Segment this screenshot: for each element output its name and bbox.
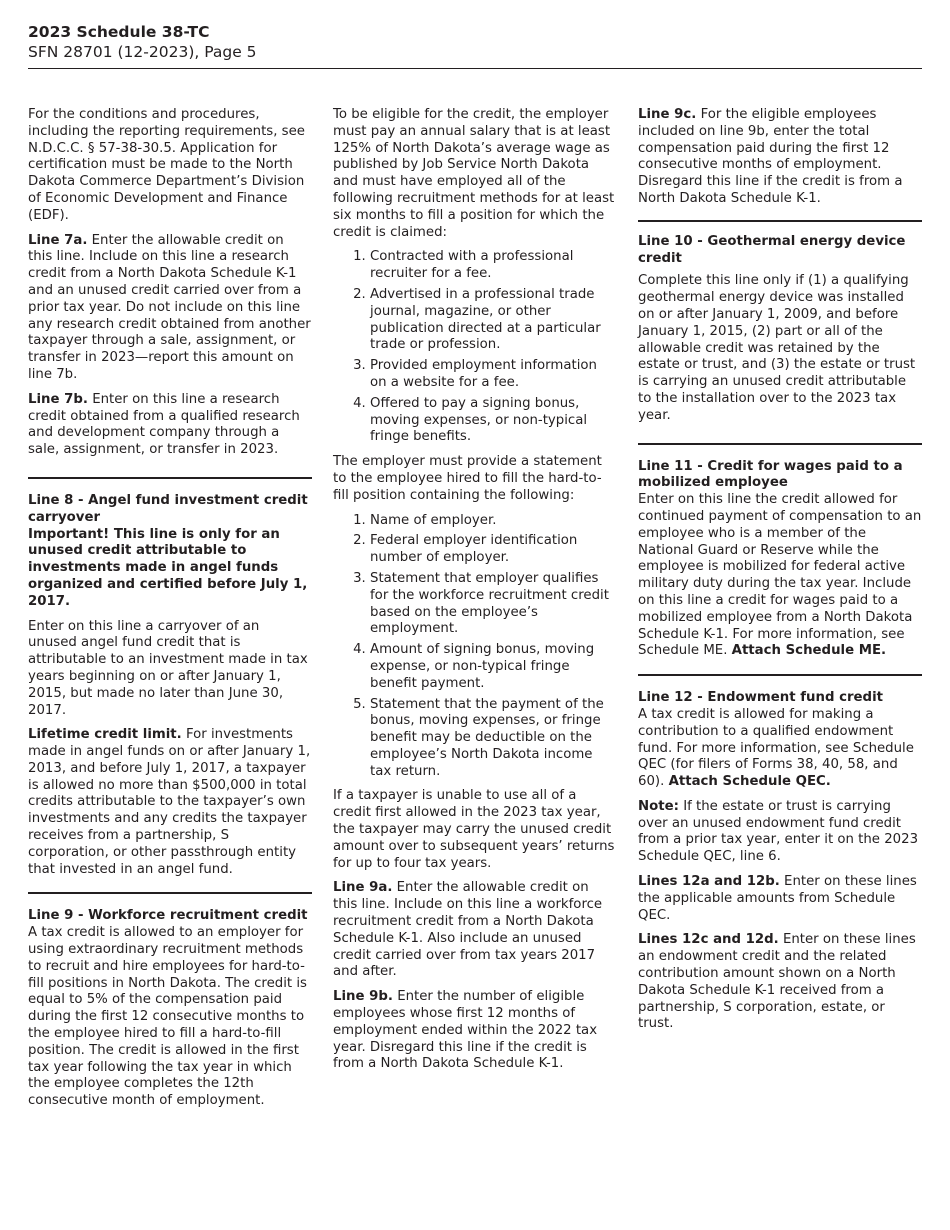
list-item: 1. Contracted with a professional recruiter for a fee. [370,249,617,283]
list-item: 2. Advertised in a professional trade journal, magazine, or other publication directed at a particular trade or profession. [370,287,617,354]
page-subtitle: SFN 28701 (12-2023), Page 5 [28,43,257,61]
line-9a-label: Line 9a. [333,880,393,896]
column-2 [333,107,617,1081]
header-divider [28,68,922,69]
line-7b-label: Line 7b. [28,391,88,407]
section-divider [28,892,312,894]
line-7a-paragraph [28,233,312,384]
line-8-important: Important! This line is only for an unused credit attributable to investments made in angel funds organized and certified before July 1, 2017. [28,526,308,609]
line-11-title: Line 11 - Credit for wages paid to a mobilized employee [638,458,903,491]
line-10-title: Line 10 - Geothermal energy device credit [638,233,906,266]
line-7b-text: Enter on this line a research credit obtained from a qualified research and development company through a sale, assignment, or transfer in 2023. [28,391,300,458]
list-item: 5. Statement that the payment of the bonus, moving expenses, or fringe benefit may be deductible on the employee’s North Dakota income tax return. [370,697,617,781]
list-item: 4. Amount of signing bonus, moving expense, or non-typical fringe benefit payment. [370,642,617,692]
statement-items-list [333,513,617,781]
lifetime-limit-label: Lifetime credit limit. [28,727,182,743]
section-divider [28,477,312,479]
line-12ab-paragraph [638,874,922,924]
list-item: 4. Offered to pay a signing bonus, moving expenses, or non-typical fringe benefits. [370,396,617,446]
list-item: 1. Name of employer. [370,513,617,530]
line-9a-text: Enter the allowable credit on this line. Include on this line a workforce recruitment credit from a North Dakota Schedule K-1. Also include an unused credit carried over from tax years 2017 and after. [333,880,603,980]
line-9b-text: Enter the number of eligible employees whose first 12 months of employment ended within the 2022 tax year. Disregard this line if the credit is from a North Dakota Schedule K-1. [333,989,598,1072]
line-7a-label: Line 7a. [28,232,88,248]
line-9-text: A tax credit is allowed to an employer for using extraordinary recruitment methods to recruit and hire employees for hard-to-fill positions in North Dakota. The credit is equal to 5% of the compensation paid during the first 12 consecutive months to the employee hired to fill a hard-to-fill position. The credit is allowed in the first tax year following the tax year in which the employee completes the 12th consecutive month of employment. [28,925,307,1109]
line-9a-paragraph [333,880,617,981]
line-12cd-text: Enter on these lines an endowment credit and the related contribution amount shown on a North Dakota Schedule K-1 received from a partnership, S corporation, estate, or trust. [638,932,916,1032]
lifetime-limit-text: For investments made in angel funds on or after January 1, 2013, and before July 1, 2017, a taxpayer is allowed no more than $500,000 in total credits attributable to the taxpayer’s own investments and any credits the taxpayer receives from a partnership, S corporation, or other passthrough entity that invested in an angel fund. [28,727,311,877]
line-7b-paragraph [28,392,312,459]
intro-paragraph: For the conditions and procedures, including the reporting requirements, see N.D.C.C. § 57-38-30.5. Application for certification must be made to the North Dakota Commerce Department’s Division of Economic Development and Finance (EDF). [28,107,305,223]
list-item: 3. Provided employment information on a website for a fee. [370,358,617,392]
recruitment-methods-list [333,249,617,446]
line-12-title: Line 12 - Endowment fund credit [638,690,883,706]
column-3 [638,107,922,1041]
line-9c-paragraph [638,107,922,208]
list-item: 2. Federal employer identification number of employer. [370,533,617,567]
line-9b-label: Line 9b. [333,989,393,1005]
note-text: If the estate or trust is carrying over an unused endowment fund credit from a prior tax year, enter it on the 2023 Schedule QEC, line 6. [638,798,919,865]
carryover-paragraph: If a taxpayer is unable to use all of a credit first allowed in the 2023 tax year, the taxpayer may carry the unused credit amount over to subsequent years’ returns for up to four tax years. [333,788,615,871]
lifetime-limit-paragraph [28,727,312,878]
line-10-text: Complete this line only if (1) a qualifying geothermal energy device was installed on or after January 1, 2009, and before January 1, 2015, (2) part or all of the allowable credit was retained by the estate or trust, and (3) the estate or trust is carrying an unused credit attributable to the installation over to the 2023 tax year. [638,273,916,423]
note-paragraph [638,799,922,866]
line-8-title: Line 8 - Angel fund investment credit carryover [28,492,308,525]
line-11-text: Enter on this line the credit allowed for continued payment of compensation to an employee who is a member of the National Guard or Reserve while the employee is mobilized for federal active military duty during the tax year. Include on this line a credit for wages paid to a mobilized employee from a North Dakota Schedule K-1. For more information, see Schedule ME. [638,492,922,659]
note-label: Note: [638,798,679,814]
line-12-text: A tax credit is allowed for making a contribution to a qualified endowment fund. For more information, see Schedule QEC (for filers of Forms 38, 40, 58, and 60). [638,706,914,790]
line-12cd-label: Lines 12c and 12d. [638,932,779,948]
section-divider [638,220,922,222]
line-12cd-paragraph [638,932,922,1033]
line-12-attach: Attach Schedule QEC. [668,774,831,790]
page-title: 2023 Schedule 38-TC [28,23,210,41]
section-divider [638,443,922,445]
line-7a-text: Enter the allowable credit on this line. Include on this line a research credit from a North Dakota Schedule K-1 and an unused credit carried over from a prior tax year. Do not include on this line any research credit obtained from another taxpayer through a sale, assignment, or transfer in 2023—report this amount on line 7b. [28,232,311,382]
column-1 [28,107,312,1110]
line-12ab-text: Enter on these lines the applicable amounts from Schedule QEC. [638,874,917,923]
line-8-text: Enter on this line a carryover of an unused angel fund credit that is attributable to an investment made in tax years beginning on or after January 1, 2015, but made no later than June 30, 2017. [28,618,308,718]
line-9b-paragraph [333,989,617,1073]
line-9c-label: Line 9c. [638,107,697,122]
list-item: 3. Statement that employer qualifies for the workforce recruitment credit based on the employee’s employment. [370,571,617,638]
statement-intro: The employer must provide a statement to the employee hired to fill the hard-to-fill position containing the following: [333,454,602,503]
eligibility-paragraph: To be eligible for the credit, the employer must pay an annual salary that is at least 125% of North Dakota’s average wage as published by Job Service North Dakota and must have employed all of the following recruitment methods for at least six months to fill a position for which the credit is claimed: [333,107,615,240]
line-12-paragraph [638,707,922,791]
line-9-title: Line 9 - Workforce recruitment credit [28,908,308,924]
line-9c-text: For the eligible employees included on line 9b, enter the total compensation paid during the first 12 consecutive months of employment. Disregard this line if the credit is from a North Dakota Schedule K-1. [638,107,903,206]
line-11-attach: Attach Schedule ME. [731,643,887,659]
line-12ab-label: Lines 12a and 12b. [638,874,780,890]
section-divider [638,674,922,676]
line-11-paragraph [638,492,922,660]
page-header [28,22,922,62]
